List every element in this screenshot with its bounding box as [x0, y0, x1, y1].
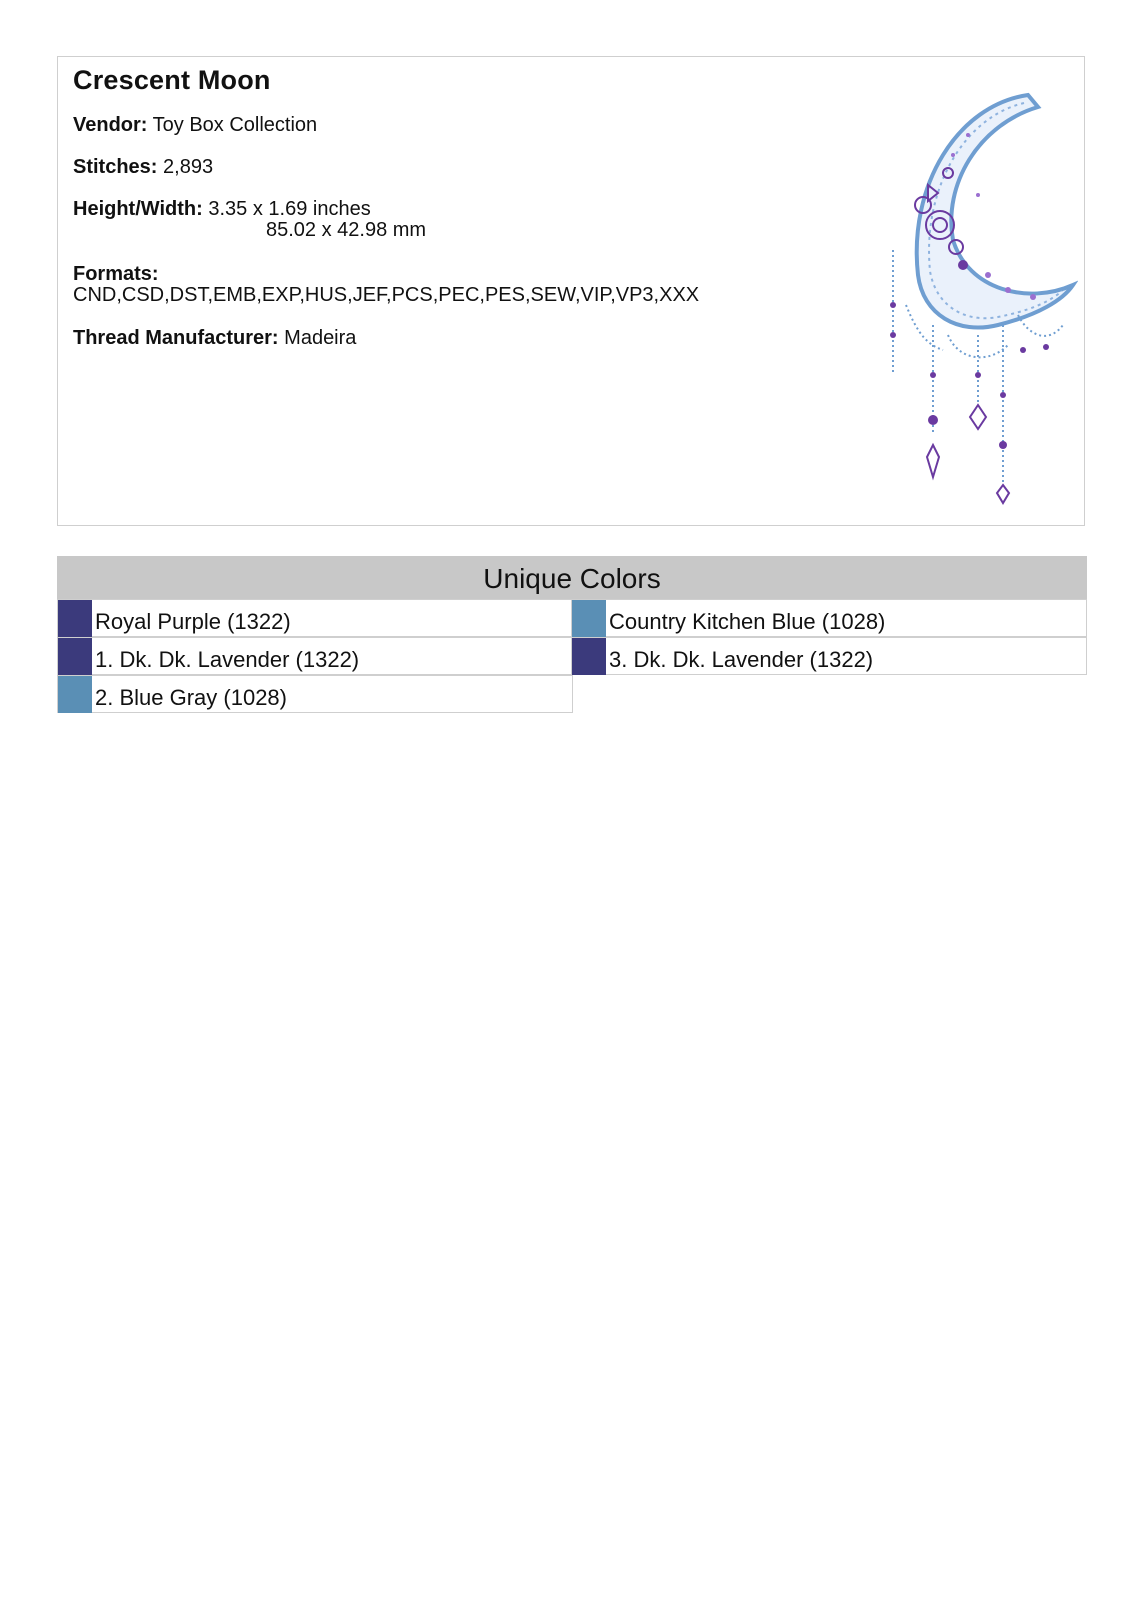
design-card	[57, 56, 1085, 526]
color-swatch-grid	[57, 599, 1087, 719]
color-swatch	[58, 638, 92, 675]
color-item	[57, 637, 573, 675]
height-width-label: Height/Width:	[73, 198, 203, 220]
crescent-moon-design-image	[848, 75, 1078, 515]
thread-value: Madeira	[284, 327, 357, 349]
vendor-label: Vendor:	[73, 114, 148, 136]
formats-row	[73, 263, 159, 285]
color-item	[57, 675, 573, 713]
unique-colors-header: Unique Colors	[57, 556, 1087, 599]
vendor-value: Toy Box Collection	[152, 114, 318, 136]
formats-label: Formats:	[73, 263, 159, 285]
formats-value: CND,CSD,DST,EMB,EXP,HUS,JEF,PCS,PEC,PES,SEW,VIP,VP3,XXX	[73, 284, 700, 306]
color-swatch	[58, 676, 92, 713]
stitches-value: 2,893	[163, 156, 214, 178]
color-name: 3. Dk. Dk. Lavender (1322)	[609, 647, 874, 672]
thread-row	[73, 327, 356, 349]
color-item	[57, 599, 573, 637]
height-width-mm: 85.02 x 42.98 mm	[266, 219, 427, 241]
height-width-row	[73, 198, 371, 220]
color-swatch	[572, 638, 606, 675]
stitches-row	[73, 156, 213, 178]
vendor-row	[73, 114, 317, 136]
color-name: 1. Dk. Dk. Lavender (1322)	[95, 647, 360, 672]
design-title: Crescent Moon	[73, 65, 271, 95]
stitches-label: Stitches:	[73, 156, 158, 178]
unique-colors-panel	[57, 556, 1087, 719]
color-name: Royal Purple (1322)	[95, 609, 291, 634]
color-name: 2. Blue Gray (1028)	[95, 685, 287, 710]
color-swatch	[58, 600, 92, 637]
color-name: Country Kitchen Blue (1028)	[609, 609, 886, 634]
color-swatch	[572, 600, 606, 637]
thread-label: Thread Manufacturer:	[73, 327, 279, 349]
color-item	[571, 637, 1087, 675]
height-width-inches: 3.35 x 1.69 inches	[208, 198, 371, 220]
color-item	[571, 599, 1087, 637]
